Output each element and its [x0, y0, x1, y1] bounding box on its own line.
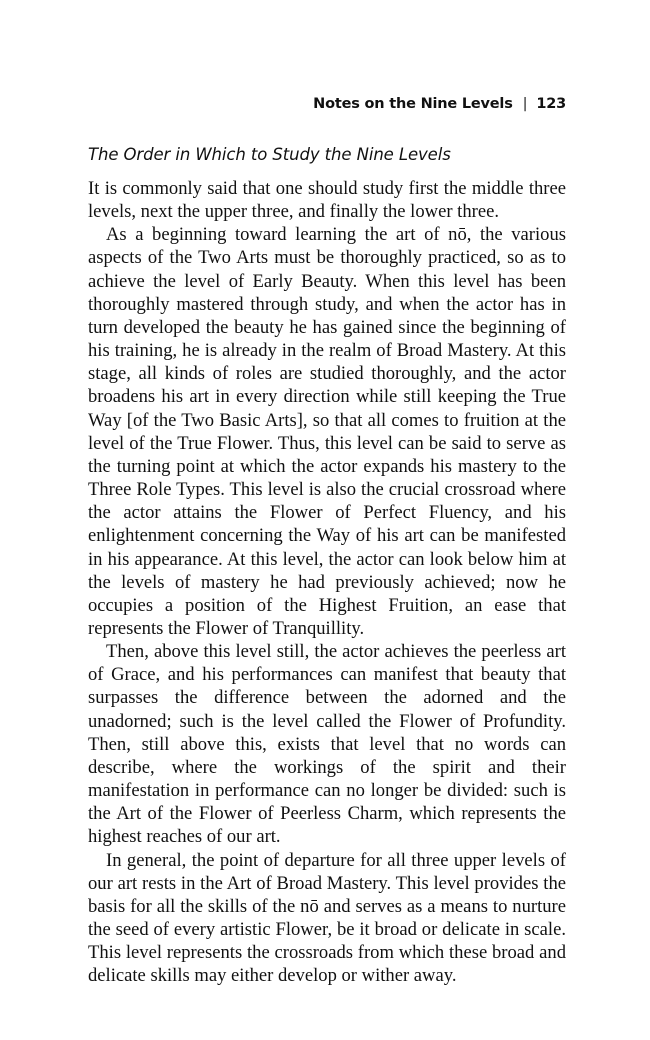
- running-head-separator: |: [522, 96, 528, 112]
- paragraph-2: As a beginning toward learning the art of nō, the various aspects of the Two Arts must be thoroughly practiced, so as to achieve the level of Early Beauty. When this level has been thoroughly mastered through study, and when the actor has in turn developed the beauty he has gained since the beginning of his training, he is already in the realm of Broad Mastery. At this stage, all kinds of roles are studied thoroughly, and the actor broadens his art in every direction while still keeping the True Way [of the Two Basic Arts], so that all comes to fruition at the level of the True Flower. Thus, this level can be said to serve as the turning point at which the actor expands his mastery to the Three Role Types. This level is also the crucial crossroad where the actor attains the Flower of Perfect Fluency, and his enlightenment concerning the Way of his art can be manifested in his appearance. At this level, the actor can look below him at the levels of mastery he had previously achieved; now he occupies a position of the Highest Fruition, an ease that represents the Flower of Tranquillity.: [88, 224, 566, 639]
- page-number: 123: [536, 96, 566, 112]
- paragraph-3: Then, above this level still, the actor achieves the peerless art of Grace, and his performances can manifest that beauty that surpasses the difference between the adorned and the unadorned; such is the level called the Flower of Profundity. Then, still above this, exists that level that no words can describe, where the workings of the spirit and their manifestation in performance can no longer be divided: such is the Art of the Flower of Peerless Charm, which represents the highest reaches of our art.: [88, 641, 566, 848]
- body-text: [88, 177, 566, 987]
- paragraph-4: In general, the point of departure for all three upper levels of our art rests in the Art of Broad Mastery. This level provides the basis for all the skills of the nō and serves as a means to nurture the seed of every artistic Flower, be it broad or delicate in scale. This level represents the crossroads from which these broad and delicate skills may either develop or wither away.: [88, 849, 566, 987]
- paragraph-1: It is commonly said that one should study first the middle three levels, next the upper three, and finally the lower three.: [88, 178, 566, 223]
- running-head-title: Notes on the Nine Levels: [313, 96, 513, 112]
- running-head: [88, 96, 566, 112]
- section-heading: The Order in Which to Study the Nine Levels: [88, 145, 451, 164]
